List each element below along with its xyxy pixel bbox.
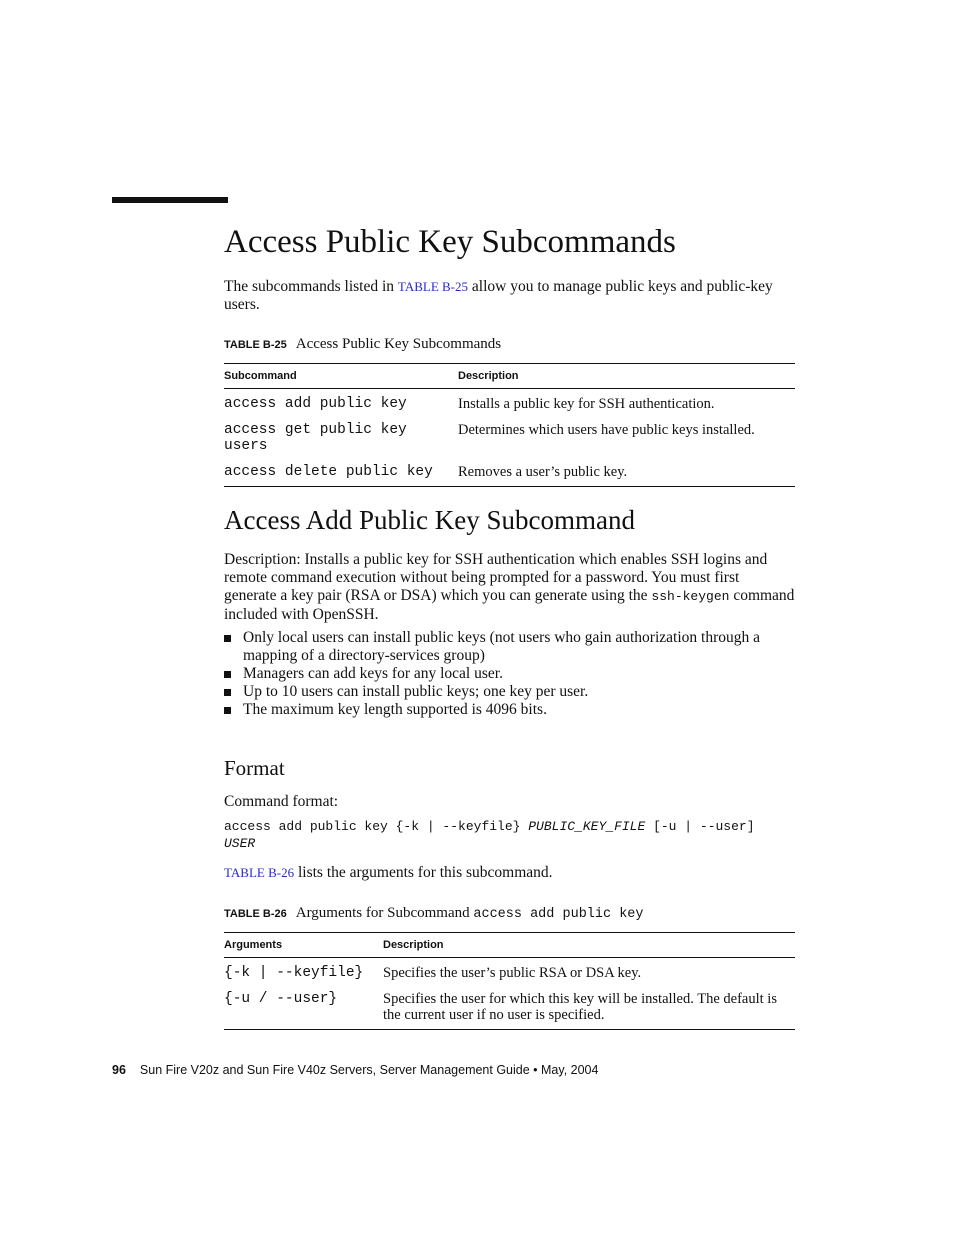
subcommand-cell: access get public key users <box>224 422 407 454</box>
table1-caption-text: Access Public Key Subcommands <box>295 336 502 352</box>
list-item: Only local users can install public keys (not users who gain authorization through a mapping of a directory-services group) <box>224 629 795 665</box>
description-text-after: command included with OpenSSH. <box>224 587 795 623</box>
description-cell: Determines which users have public keys installed. <box>458 422 755 438</box>
header-description: Description <box>383 933 795 958</box>
ssh-keygen-code: ssh-keygen <box>651 589 730 604</box>
description-cell: Removes a user’s public key. <box>458 454 795 487</box>
table2-caption <box>224 905 644 922</box>
header-arguments: Arguments <box>224 933 383 958</box>
table-b25-link[interactable]: TABLE B-25 <box>397 279 469 294</box>
table2-label: TABLE B-26 <box>224 908 287 920</box>
table2-caption-code: access add public key <box>473 907 644 922</box>
bullet-list <box>224 629 795 719</box>
list-item: Managers can add keys for any local user. <box>224 665 795 683</box>
format-heading: Format <box>224 756 285 780</box>
command-text-user-flag: [-u | --user] <box>645 819 755 834</box>
page-title: Access Public Key Subcommands <box>224 224 676 260</box>
table-row <box>224 454 795 487</box>
intro-text-before: The subcommands listed in <box>224 278 398 295</box>
page-footer <box>112 1063 598 1077</box>
command-text: access add public key {-k | --keyfile} <box>224 819 529 834</box>
table-row <box>224 412 795 454</box>
subcommands-table <box>224 363 795 487</box>
description-cell: Specifies the user’s public RSA or DSA key. <box>383 965 642 981</box>
command-syntax <box>224 818 795 852</box>
command-format-label: Command format: <box>224 793 339 810</box>
footer-text: Sun Fire V20z and Sun Fire V40z Servers, Server Management Guide • May, 2004 <box>139 1063 599 1077</box>
argument-cell: {-k | --keyfile} <box>224 965 364 981</box>
table-b26-link[interactable]: TABLE B-26 <box>224 865 295 880</box>
section-title: Access Add Public Key Subcommand <box>224 505 635 535</box>
argument-cell: {-u / --user} <box>224 981 383 1030</box>
header-subcommand: Subcommand <box>224 364 458 389</box>
list-item: Up to 10 users can install public keys; one key per user. <box>224 683 795 701</box>
intro-paragraph <box>224 278 795 314</box>
chapter-rule <box>112 197 228 203</box>
table1-caption <box>224 336 501 353</box>
arguments-table <box>224 932 795 1030</box>
intro-text-after: allow you to manage public keys and public-key users. <box>224 278 773 313</box>
subcommand-cell: access delete public key <box>224 454 458 487</box>
command-var-user: USER <box>224 836 256 851</box>
arguments-reference <box>224 864 795 882</box>
table2-caption-text: Arguments for Subcommand <box>295 905 474 921</box>
command-var-public-key-file: PUBLIC_KEY_FILE <box>528 819 646 834</box>
table-row <box>224 981 795 1030</box>
table1-label: TABLE B-25 <box>224 339 287 351</box>
table-row <box>224 389 795 413</box>
table-header-row <box>224 933 795 958</box>
description-cell: Installs a public key for SSH authentication. <box>458 396 715 412</box>
reference-text: lists the arguments for this subcommand. <box>294 864 553 881</box>
page-number: 96 <box>112 1063 126 1077</box>
subcommand-cell: access add public key <box>224 396 407 412</box>
list-item: The maximum key length supported is 4096 bits. <box>224 701 795 719</box>
table-row <box>224 958 795 982</box>
table-header-row <box>224 364 795 389</box>
description-text: Description: Installs a public key for SSH authentication which enables SSH logins and remote command execution without being prompted for a password. You must first generate a key pair (RSA or DSA) which you can generate using the <box>224 551 768 604</box>
description-paragraph <box>224 551 795 624</box>
description-cell: Specifies the user for which this key will be installed. The default is the current user if no user is specified. <box>383 981 795 1030</box>
header-description: Description <box>458 364 795 389</box>
